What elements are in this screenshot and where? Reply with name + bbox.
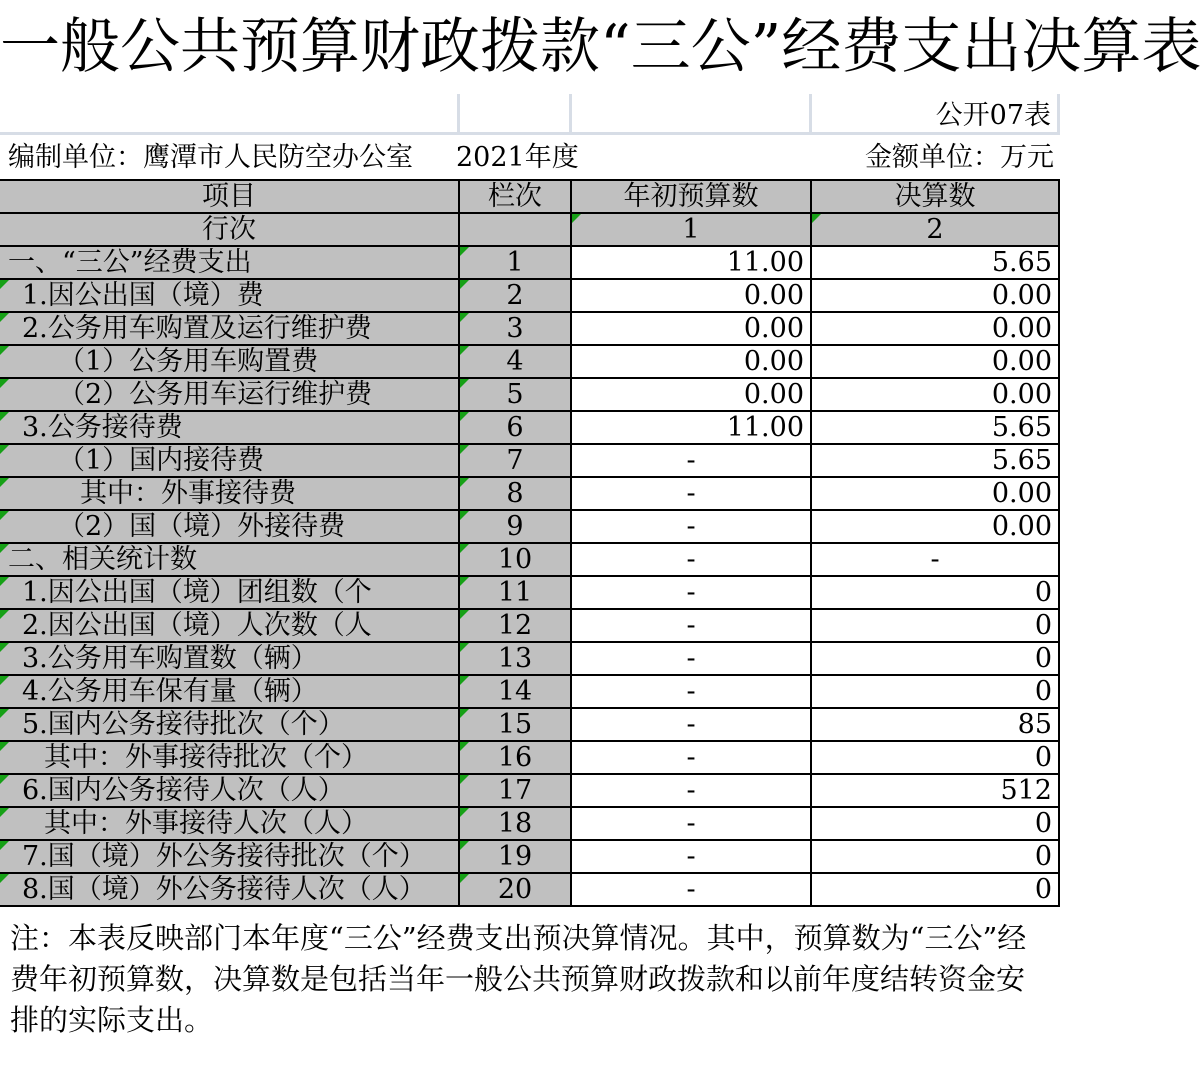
row-budget-value: 0.00 <box>572 313 812 346</box>
row-item-label: 3.公务接待费 <box>0 412 460 445</box>
row-col-no: 16 <box>460 742 572 775</box>
row-final-value: 0.00 <box>812 478 1060 511</box>
row-budget-value: - <box>572 445 812 478</box>
row-final-value: 0 <box>812 577 1060 610</box>
header-budget: 年初预算数 <box>572 181 812 214</box>
row-item-label: （2）国（境）外接待费 <box>0 511 460 544</box>
row-item-label: 4.公务用车保有量（辆） <box>0 676 460 709</box>
row-final-value: 0 <box>812 643 1060 676</box>
subheader-budget-no: 1 <box>572 214 812 247</box>
row-col-no: 2 <box>460 280 572 313</box>
row-final-value: - <box>812 544 1060 577</box>
row-final-value: 0 <box>812 841 1060 874</box>
row-final-value: 0.00 <box>812 280 1060 313</box>
empty-cell <box>0 94 460 135</box>
row-col-no: 19 <box>460 841 572 874</box>
row-col-no: 18 <box>460 808 572 841</box>
row-col-no: 8 <box>460 478 572 511</box>
row-item-label: 2.公务用车购置及运行维护费 <box>0 313 460 346</box>
row-item-label: （1）公务用车购置费 <box>0 346 460 379</box>
row-col-no: 17 <box>460 775 572 808</box>
empty-cell <box>460 94 572 135</box>
row-item-label: 3.公务用车购置数（辆） <box>0 643 460 676</box>
row-final-value: 0 <box>812 610 1060 643</box>
report-year: 2021年度 <box>456 142 579 173</box>
row-col-no: 3 <box>460 313 572 346</box>
row-final-value: 0 <box>812 808 1060 841</box>
row-budget-value: - <box>572 544 812 577</box>
row-final-value: 5.65 <box>812 247 1060 280</box>
row-col-no: 14 <box>460 676 572 709</box>
header-col-no: 栏次 <box>460 181 572 214</box>
row-col-no: 12 <box>460 610 572 643</box>
row-budget-value: - <box>572 643 812 676</box>
row-budget-value: 11.00 <box>572 247 812 280</box>
subheader-empty <box>460 214 572 247</box>
row-budget-value: - <box>572 808 812 841</box>
row-col-no: 4 <box>460 346 572 379</box>
row-col-no: 13 <box>460 643 572 676</box>
row-item-label: 其中：外事接待批次（个） <box>0 742 460 775</box>
row-item-label: 8.国（境）外公务接待人次（人） <box>0 874 460 907</box>
row-budget-value: - <box>572 775 812 808</box>
form-number: 公开07表 <box>812 94 1060 135</box>
row-item-label: 5.国内公务接待批次（个） <box>0 709 460 742</box>
row-col-no: 20 <box>460 874 572 907</box>
row-item-label: 6.国内公务接待人次（人） <box>0 775 460 808</box>
amount-unit: 金额单位：万元 <box>865 142 1054 173</box>
subheader-label: 行次 <box>0 214 460 247</box>
row-final-value: 0.00 <box>812 346 1060 379</box>
compiling-unit: 编制单位：鹰潭市人民防空办公室 <box>8 142 413 173</box>
row-final-value: 0.00 <box>812 313 1060 346</box>
row-col-no: 9 <box>460 511 572 544</box>
row-item-label: 7.国（境）外公务接待批次（个） <box>0 841 460 874</box>
row-budget-value: - <box>572 676 812 709</box>
header-item: 项目 <box>0 181 460 214</box>
row-col-no: 10 <box>460 544 572 577</box>
row-final-value: 5.65 <box>812 412 1060 445</box>
subheader-final-no: 2 <box>812 214 1060 247</box>
row-budget-value: - <box>572 841 812 874</box>
row-col-no: 7 <box>460 445 572 478</box>
row-col-no: 1 <box>460 247 572 280</box>
row-budget-value: - <box>572 577 812 610</box>
row-item-label: 二、相关统计数 <box>0 544 460 577</box>
row-final-value: 0 <box>812 874 1060 907</box>
row-final-value: 0 <box>812 676 1060 709</box>
row-item-label: 其中：外事接待费 <box>0 478 460 511</box>
row-col-no: 15 <box>460 709 572 742</box>
row-col-no: 11 <box>460 577 572 610</box>
row-final-value: 0 <box>812 742 1060 775</box>
row-col-no: 5 <box>460 379 572 412</box>
row-budget-value: 0.00 <box>572 379 812 412</box>
row-final-value: 5.65 <box>812 445 1060 478</box>
empty-cell <box>572 94 812 135</box>
row-budget-value: - <box>572 610 812 643</box>
row-budget-value: 11.00 <box>572 412 812 445</box>
row-final-value: 85 <box>812 709 1060 742</box>
row-item-label: （1）国内接待费 <box>0 445 460 478</box>
row-budget-value: - <box>572 478 812 511</box>
footnote: 注：本表反映部门本年度“三公”经费支出预决算情况。其中，预算数为“三公”经费年初预算数，决算数是包括当年一般公共预算财政拨款和以前年度结转资金安排的实际支出。 <box>10 921 1027 1037</box>
row-col-no: 6 <box>460 412 572 445</box>
row-budget-value: - <box>572 874 812 907</box>
row-budget-value: - <box>572 709 812 742</box>
header-final: 决算数 <box>812 181 1060 214</box>
page-title: 一般公共预算财政拨款“三公”经费支出决算表 <box>0 12 1201 82</box>
row-item-label: 其中：外事接待人次（人） <box>0 808 460 841</box>
row-item-label: （2）公务用车运行维护费 <box>0 379 460 412</box>
row-item-label: 1.因公出国（境）团组数（个 <box>0 577 460 610</box>
row-final-value: 0.00 <box>812 379 1060 412</box>
row-item-label: 1.因公出国（境）费 <box>0 280 460 313</box>
table-body <box>0 179 1060 910</box>
row-item-label: 一、“三公”经费支出 <box>0 247 460 280</box>
row-budget-value: - <box>572 511 812 544</box>
row-budget-value: 0.00 <box>572 346 812 379</box>
row-final-value: 512 <box>812 775 1060 808</box>
row-budget-value: 0.00 <box>572 280 812 313</box>
row-item-label: 2.因公出国（境）人次数（人 <box>0 610 460 643</box>
row-final-value: 0.00 <box>812 511 1060 544</box>
row-budget-value: - <box>572 742 812 775</box>
